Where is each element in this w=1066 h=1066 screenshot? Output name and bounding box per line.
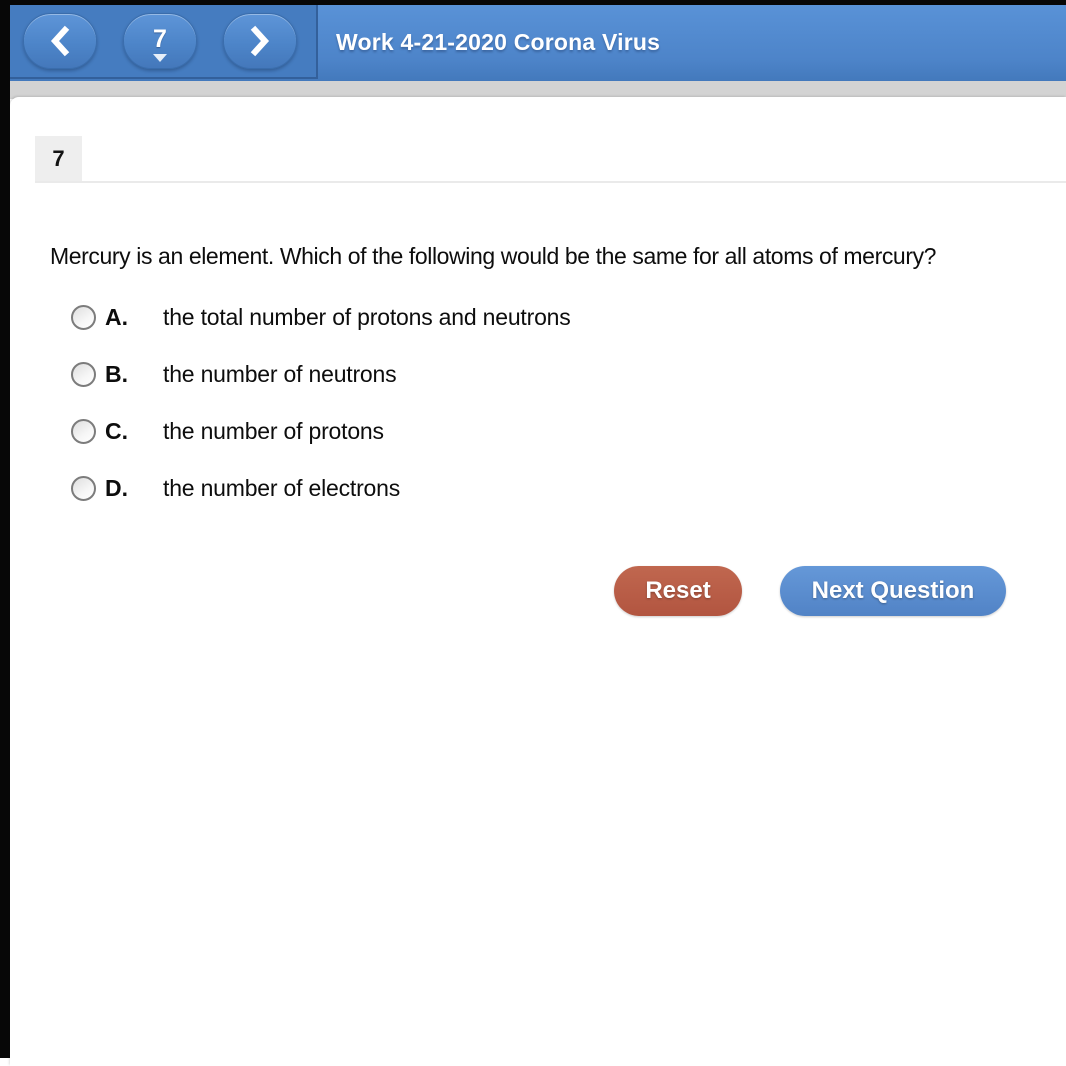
option-a-text: the total number of protons and neutrons: [163, 303, 571, 330]
action-buttons: [614, 566, 1006, 616]
question-tab: 7: [35, 136, 82, 181]
left-black-border: [0, 0, 10, 1058]
current-question-number: 7: [153, 24, 167, 53]
option-c-text: the number of protons: [163, 417, 384, 444]
question-text: Mercury is an element. Which of the following would be the same for all atoms of mercury?: [50, 243, 937, 269]
option-d-radio[interactable]: [71, 476, 96, 501]
option-d-text: the number of electrons: [163, 474, 401, 501]
title-bar: [10, 5, 1066, 81]
answer-option-b: [71, 361, 571, 387]
answer-option-c: [71, 418, 571, 444]
option-b-text: the number of neutrons: [163, 360, 397, 387]
question-nav-panel: [10, 5, 318, 79]
question-page: [10, 97, 1066, 1066]
top-black-border: [0, 0, 1066, 5]
question-number-dropdown[interactable]: [123, 13, 197, 69]
reset-button[interactable]: Reset: [614, 566, 742, 616]
chevron-left-icon: [48, 25, 72, 57]
next-question-nav-button[interactable]: [223, 13, 297, 69]
option-c-letter: C.: [105, 417, 128, 444]
next-question-button[interactable]: Next Question: [780, 566, 1006, 616]
prev-question-button[interactable]: [23, 13, 97, 69]
answer-option-a: [71, 304, 571, 330]
option-c-radio[interactable]: [71, 419, 96, 444]
chevron-right-icon: [248, 25, 272, 57]
option-b-letter: B.: [105, 360, 128, 387]
option-d-letter: D.: [105, 474, 128, 501]
option-a-letter: A.: [105, 303, 128, 330]
option-b-radio[interactable]: [71, 362, 96, 387]
answer-options: [71, 304, 571, 532]
option-a-radio[interactable]: [71, 305, 96, 330]
page-title: Work 4-21-2020 Corona Virus: [336, 28, 661, 55]
tab-underline: [35, 181, 1066, 183]
caret-down-icon: [153, 54, 167, 62]
answer-option-d: [71, 475, 571, 501]
